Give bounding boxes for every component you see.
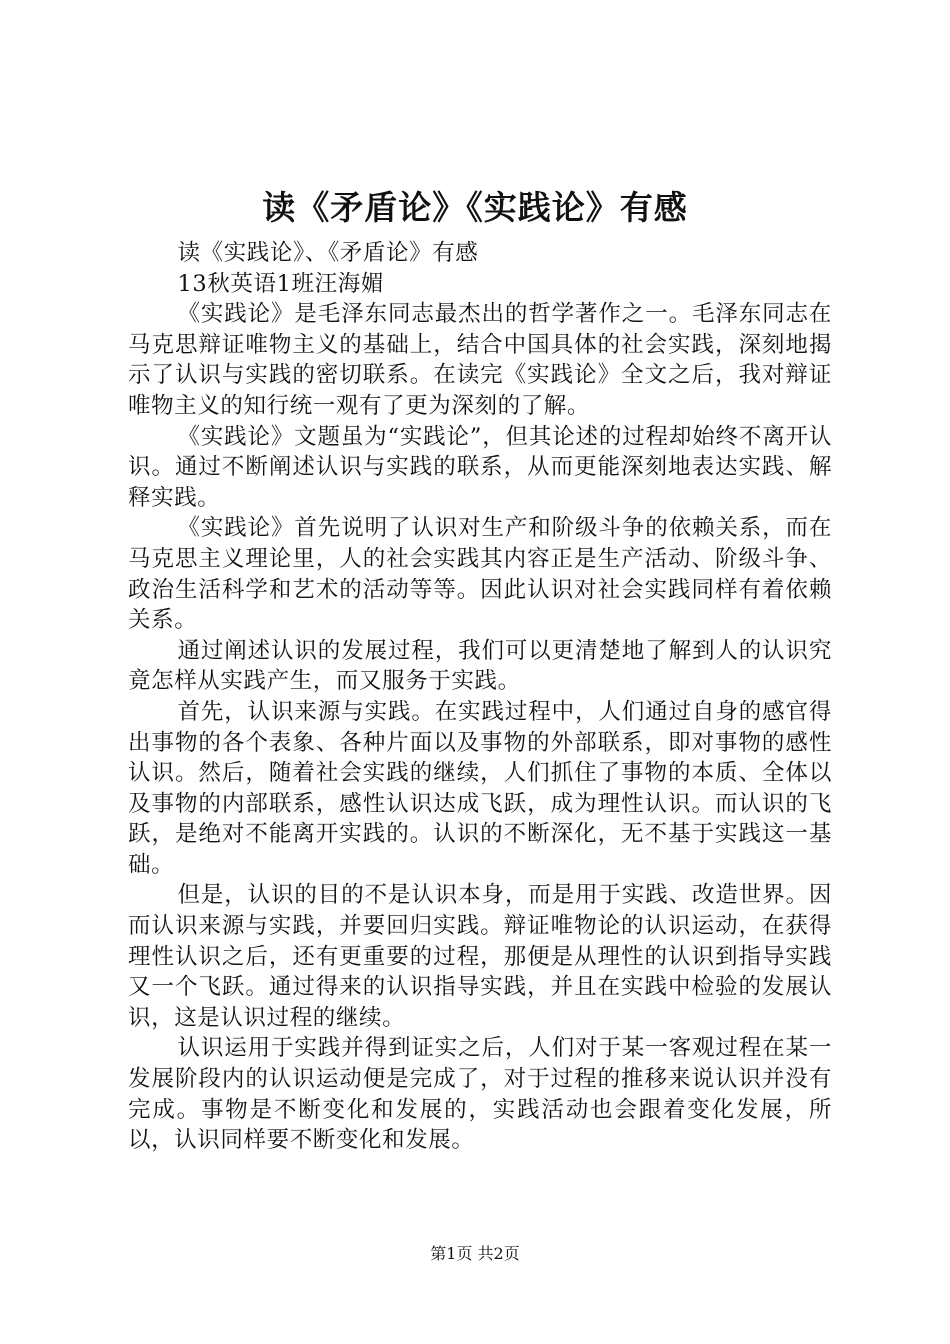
document-title: 读《矛盾论》《实践论》有感 — [262, 188, 688, 227]
paragraph-6: 但是，认识的目的不是认识本身，而是用于实践、改造世界。因而认识来源与实践，并要回归实践。辩证唯物论的认识运动，在获得理性认识之后，还有更重要的过程，那便是从理性的认识到指导实践又一个飞跃。通过得来的认识指导实践，并且在实践中检验的发展认识，这是认识过程的继续。 — [128, 882, 832, 1031]
paragraph-2: 《实践论》文题虽为“实践论”，但其论述的过程却始终不离开认识。通过不断阐述认识与实践的联系，从而更能深刻地表达实践、解释实践。 — [128, 423, 832, 511]
paragraph-1: 《实践论》是毛泽东同志最杰出的哲学著作之一。毛泽东同志在马克思辩证唯物主义的基础上，结合中国具体的社会实践，深刻地揭示了认识与实践的密切联系。在读完《实践论》全文之后，我对辩证唯物主义的知行统一观有了更为深刻的了解。 — [128, 301, 832, 419]
author-line: 13秋英语1班汪海媚 — [177, 270, 384, 297]
page-indicator: 第1页 共2页 — [430, 1244, 520, 1263]
paragraph-4: 通过阐述认识的发展过程，我们可以更清楚地了解到人的认识究竟怎样从实践产生，而又服务于实践。 — [128, 637, 832, 695]
document-subtitle: 读《实践论》、《矛盾论》有感 — [177, 240, 479, 266]
paragraph-5: 首先，认识来源与实践。在实践过程中，人们通过自身的感官得出事物的各个表象、各种片面以及事物的外部联系，即对事物的感性认识。然后，随着社会实践的继续，人们抓住了事物的本质、全体以及事物的内部联系，感性认识达成飞跃，成为理性认识。而认识的飞跃，是绝对不能离开实践的。认识的不断深化，无不基于实践这一基础。 — [128, 698, 832, 878]
paragraph-3: 《实践论》首先说明了认识对生产和阶级斗争的依赖关系，而在马克思主义理论里，人的社会实践其内容正是生产活动、阶级斗争、政治生活科学和艺术的活动等等。因此认识对社会实践同样有着依赖关系。 — [128, 515, 832, 634]
document-body — [128, 238, 832, 1156]
paragraph-7: 认识运用于实践并得到证实之后，人们对于某一客观过程在某一发展阶段内的认识运动便是完成了，对于过程的推移来说认识并没有完成。事物是不断变化和发展的，实践活动也会跟着变化发展，所以，认识同样要不断变化和发展。 — [128, 1035, 832, 1154]
